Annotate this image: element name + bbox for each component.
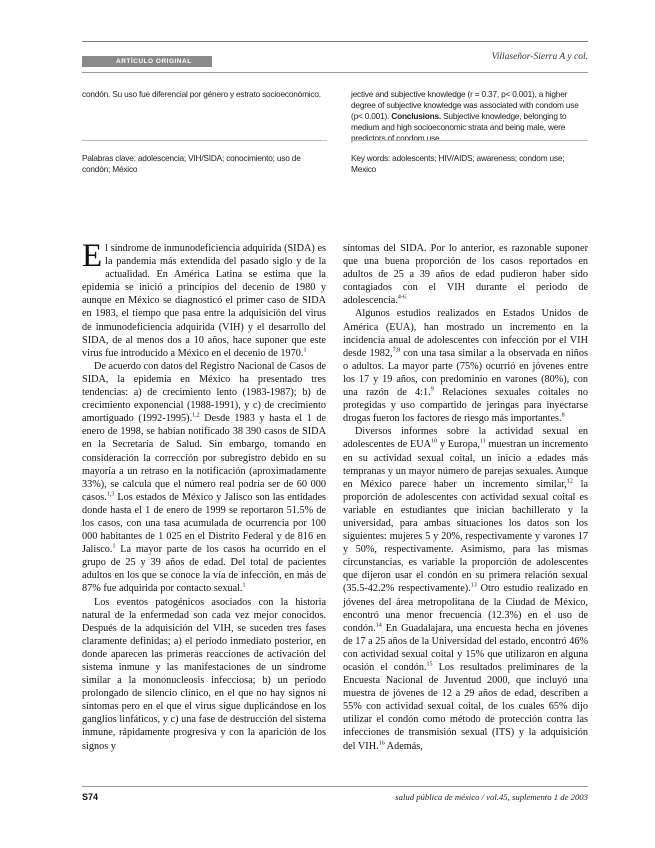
abstract-en-text: jective and subjective knowledge (r = 0.37, p< 0.001), a higher degree of subjective knowledge was associated with condom use (p< 0.001). Conclusions. Subjective knowledge, belonging to medium and high socioeconomic strata and being male, were predictors of condom use. bbox=[351, 89, 579, 143]
abstract-en-divider bbox=[351, 140, 588, 141]
abstract-es-divider bbox=[82, 140, 327, 141]
paragraph-sexual-activity: Diversos informes sobre la actividad sexual en adolescentes de EUA$^{10}$ y Europa,$^{11}$ muestran un incremento en su actividad sexual coital, un inicio a edades más tempranas y un mayor número de parejas sexuales. Aunque en México parece haber un incremento similar,$^{12}$ la proporción de adolescentes con actividad sexual coital es variable en estudiantes que inician bachillerato y la universidad, para ambas situaciones los datos son los siguientes: mujeres 5 y 20%, respectivamente y varones 17 y 50%, respectivamente. Asimismo, para las mismas circunstancias, es variable la proporción de adolescentes que dijeron usar el condón en su primera relación sexual (35.5-42.2% respectivamente).$^{13}$ Otro estudio realizado en jóvenes del área metropolitana de la Ciudad de México, encontró una menor frecuencia (12.3%) en el uso de condón.$^{14}$ En Guadalajara, una encuesta hecha en jóvenes de 17 a 25 años de la Universidad del estado, encontró 46% con actividad sexual coital y 15% que utilizaron en alguna ocasión el condón.$^{15}$ Los resultados preliminares de la Encuesta Nacional de Juventud 2000, que incluyó una muestra de jóvenes de 12 a 29 años de edad, describen a 55% con actividad sexual coital, de los cuales 65% dijo utilizar el condón como método de protección contra las infecciones de transmisión sexual (ITS) y la adquisición del VIH.$^{16}$ Además, bbox=[343, 426, 588, 752]
running-authors: Villaseñor-Sierra A y col. bbox=[491, 52, 588, 62]
header-rule-lower bbox=[82, 72, 588, 73]
keywords-en-label: Key words: bbox=[351, 153, 391, 163]
conclusions-label: Conclusions. bbox=[391, 111, 441, 121]
drop-cap: E bbox=[82, 238, 103, 274]
section-label: ARTÍCULO ORIGINAL bbox=[82, 56, 212, 67]
abstract-es-text: condón. Su uso fue diferencial por género y estrato socioeconómico. bbox=[82, 89, 321, 99]
paragraph-pathogenesis: Los eventos patogénicos asociados con la historia natural de la enfermedad son cada vez mejor conocidos. Después de la adquisición del VIH, se suceden tres fases claramente definidas; a) el periodo inmediato posterior, en donde aparecen las primeras reacciones de activación del sistema inmune y las manifestaciones de un síndrome similar a la mononucleosis infecciosa; b) un periodo prolongado de silencio clínico, en el que no hay signos ni síntomas pero en el que el virus sigue duplicándose en los ganglios linfáticos, y c) una fase de destrucción del sistema inmune, rápidamente progresiva y con la aparición de los signos y bbox=[82, 596, 326, 752]
header-rule bbox=[82, 41, 588, 42]
keywords-en-text: adolescents; HIV/AIDS; awareness; condom use; Mexico bbox=[351, 153, 565, 174]
paragraph-intro: El síndrome de inmunodeficiencia adquirida (SIDA) es la pandemia más extendida del pasado siglo y de la actualidad. En América Latina se estima que la epidemia se inició a principios del decenio de 1980 y aunque en México se diagnosticó el primer caso de SIDA en 1983, el tiempo que pasa entre la adquisición del virus de inmunodeficiencia adquirida (VIH) y el desarrollo del SIDA, de al menos dos a 10 años, hace suponer que este virus fue introducido a México en el decenio de 1970.$^1$ bbox=[82, 238, 326, 359]
paragraph-adolescence: síntomas del SIDA. Por lo anterior, es razonable suponer que una buena proporción de los casos reportados en adultos de 25 a 39 años de edad pudieron haber sido contagiados con el VIH durante el periodo de adolescencia.$^{4-6}$ bbox=[343, 243, 588, 307]
keywords-es-label: Palabras clave: bbox=[82, 153, 136, 163]
paragraph-registry: De acuerdo con datos del Registro Nacional de Casos de SIDA, la epidemia en México ha presentado tres tendencias: a) de crecimiento lento (1983-1987); b) de crecimiento exponencial (1988-1991), y c) de crecimiento amortiguado (1992-1995).$^{1,2}$ Desde 1983 y hasta el 1 de enero de 1998, se habían notificado 38 390 casos de SIDA en la Secretaría de Salud. Sin embargo, tomando en consideración la corrección por subregistro debido en su mayoría a un retraso en la notificación (aproximadamente 33%), se calcula que el número real podría ser de 60 000 casos.$^{1,3}$ Los estados de México y Jalisco son las entidades donde hasta el 1 de enero de 1999 se reportaron 51.5% de los casos, con una tasa acumulada de ocurrencia por 100 000 habitantes de 1 025 en el Distrito Federal y de 816 en Jalisco.$^1$ La mayor parte de los casos ha ocurrido en el grupo de 25 y 39 años de edad. Del total de pacientes adultos en los que se conoce la vía de infección, en más de 87% fue adquirida por contacto sexual.$^1$ bbox=[82, 360, 327, 595]
journal-citation: salud pública de méxico / vol.45, suplemento 1 de 2003 bbox=[395, 792, 588, 802]
page-number: S74 bbox=[82, 792, 99, 802]
footer-rule bbox=[82, 786, 588, 787]
keywords-es-text: adolescencia; VIH/SIDA; conocimiento; uso de condón; México bbox=[82, 153, 301, 174]
abstract-en-keywords bbox=[351, 153, 588, 175]
body-right-column bbox=[343, 242, 588, 753]
body-left-column bbox=[82, 238, 327, 753]
abstract-es-keywords bbox=[82, 153, 327, 175]
paragraph-usa-studies: Algunos estudios realizados en Estados Unidos de América (EUA), han mostrado un incremento en la incidencia anual de adolescentes con infección por el VIH desde 1982,$^{7,8}$ con una tasa similar a la observada en niños o adultos. La mayor parte (75%) ocurrió en jóvenes entre los 17 y 19 años, con predominio en varones (80%), con una razón de 4:1.$^9$ Relaciones sexuales coitales no protegidas y uso compartido de jeringas para inyectarse drogas fueron los factores de riesgo más importantes.$^8$ bbox=[343, 308, 588, 425]
